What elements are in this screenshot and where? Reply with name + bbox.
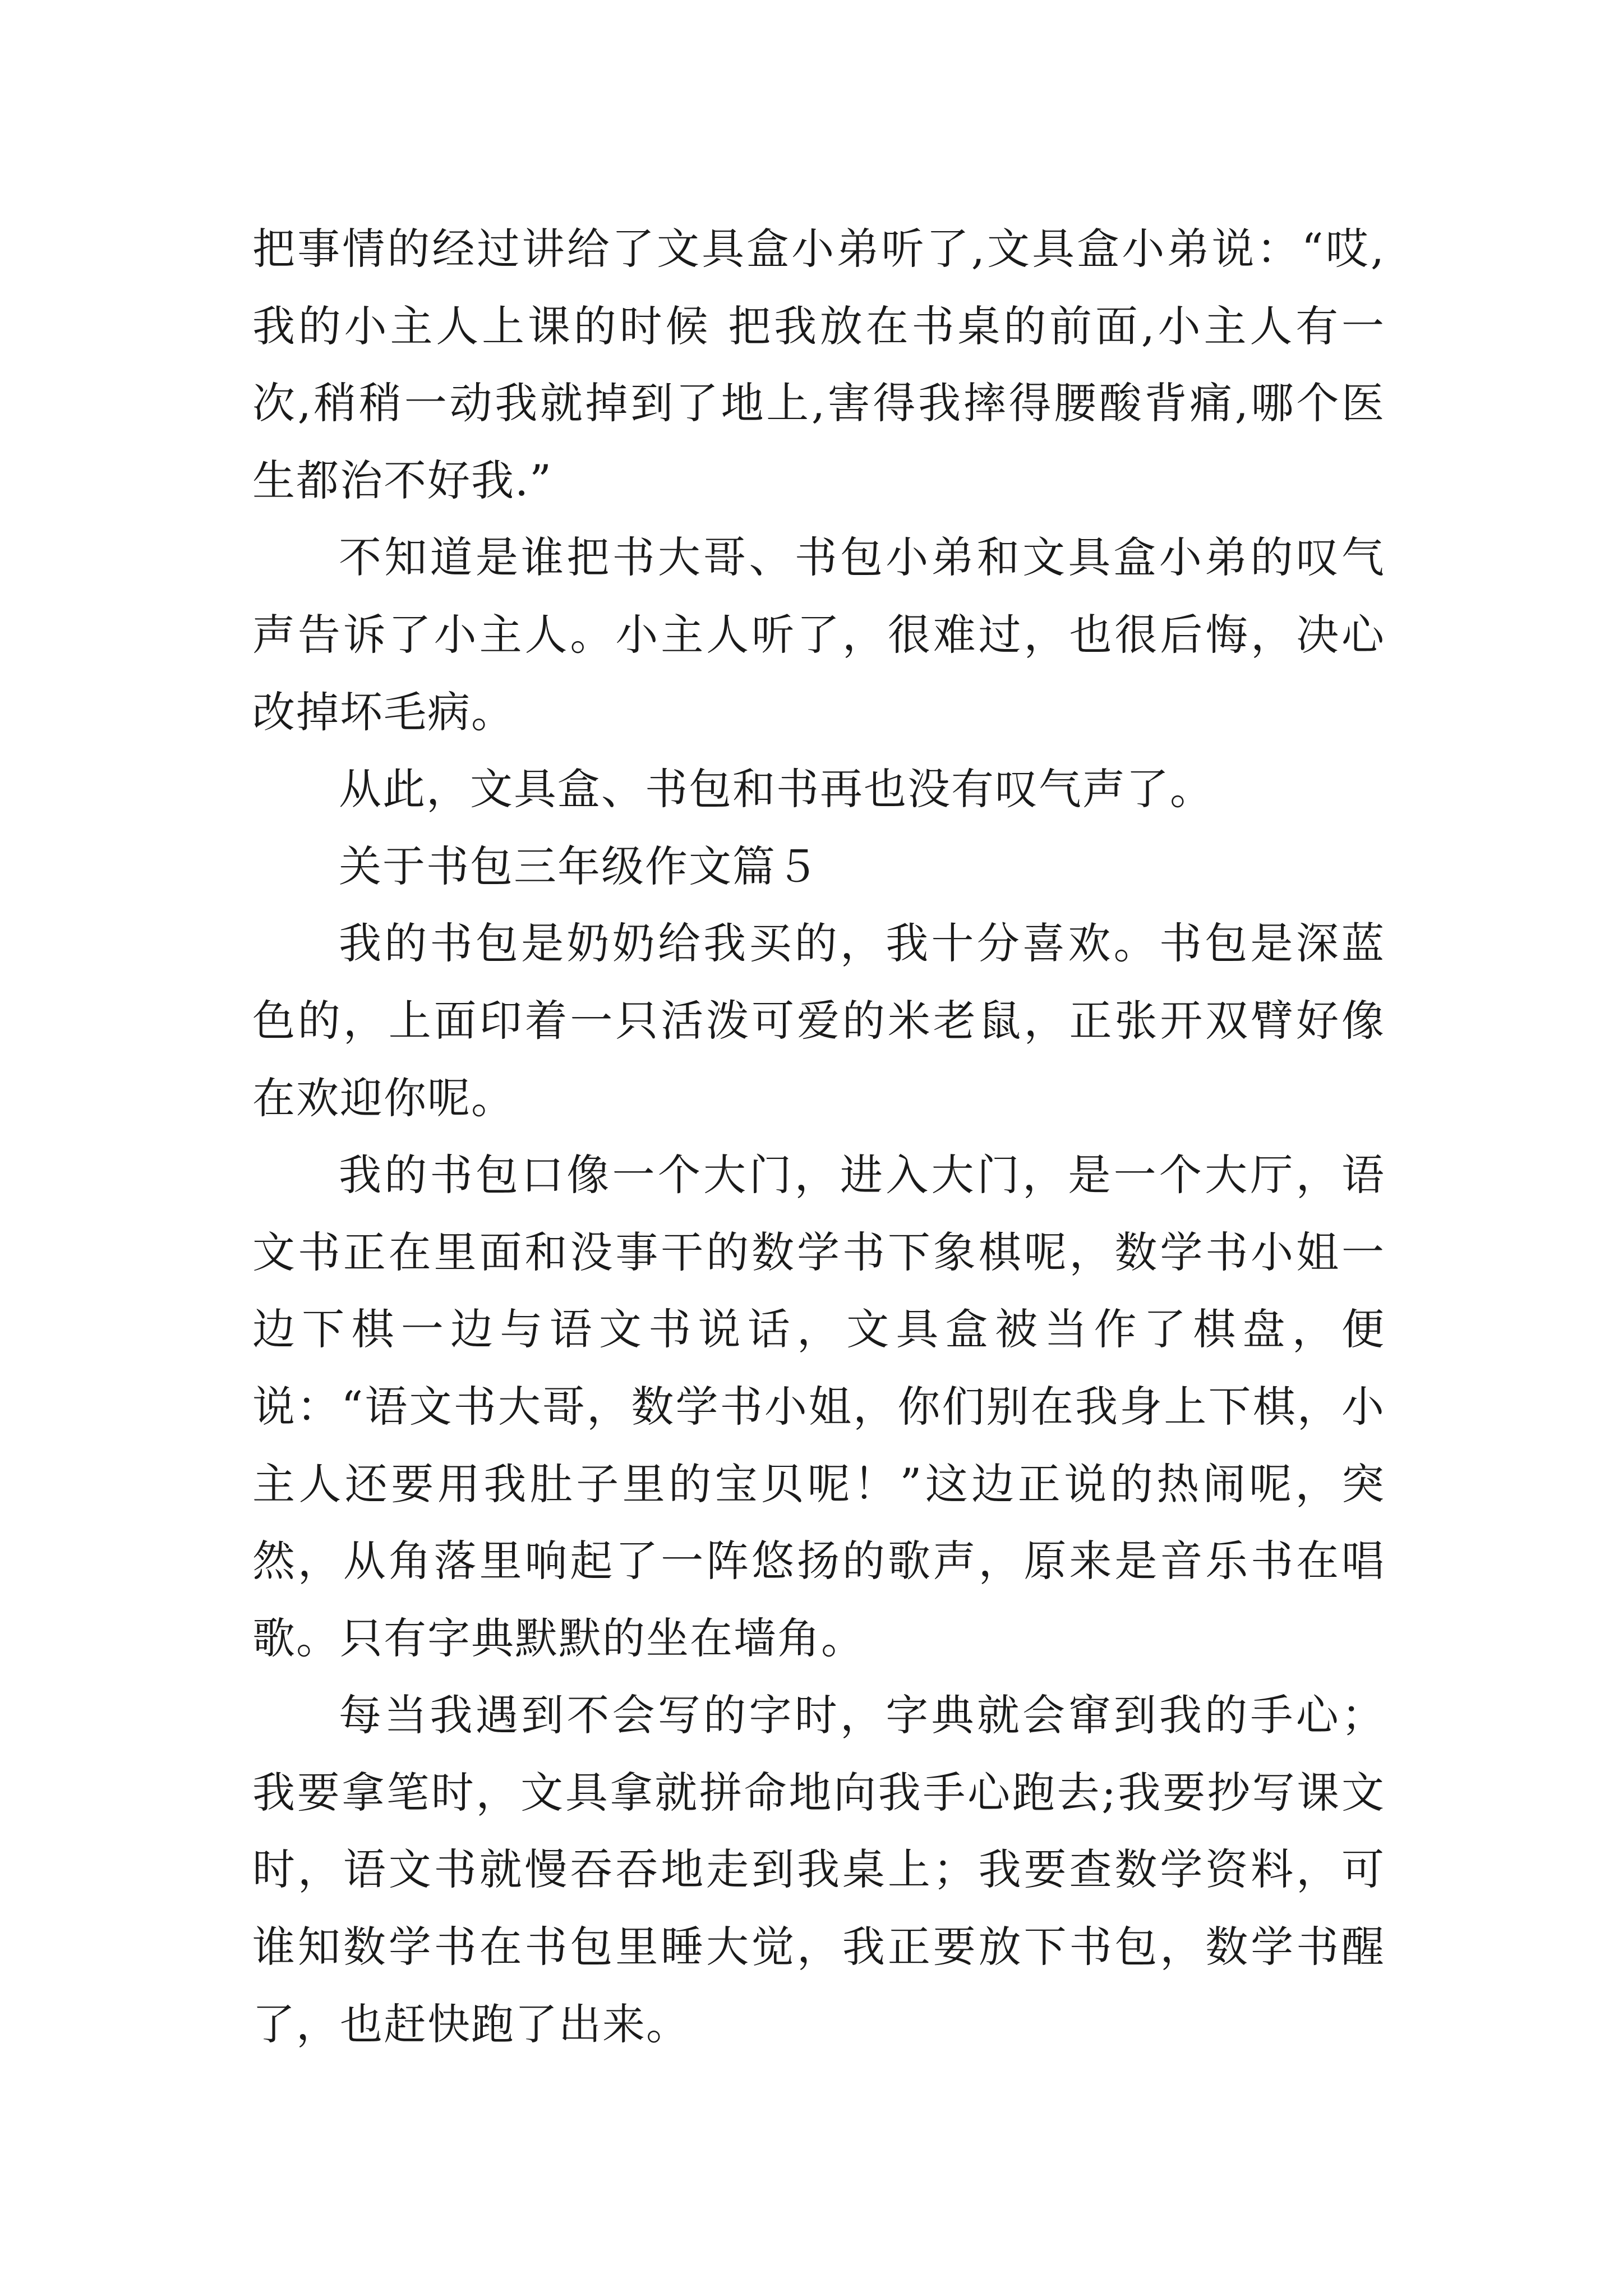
- paragraph-continuation: 把事情的经过讲给了文具盒小弟听了,文具盒小弟说：“哎,我的小主人上课的时候 把我放在书桌的前面,小主人有一次,稍稍一动我就掉到了地上,害得我摔得腰酸背痛,哪个医生都治不好我.”: [252, 224, 1385, 505]
- paragraph: 我的书包口像一个大门，进入大门，是一个大厅，语文书正在里面和没事干的数学书下象棋呢，数学书小姐一边下棋一边与语文书说话，文具盒被当作了棋盘，便说：“语文书大哥，数学书小姐，你们别在我身上下棋，小主人还要用我肚子里的宝贝呢！”这边正说的热闹呢，突然，从角落里响起了一阵悠扬的歌声，原来是音乐书在唱歌。只有字典默默的坐在墙角。: [252, 1150, 1385, 1663]
- document-body: [252, 210, 1385, 2063]
- paragraph: 从此，文具盒、书包和书再也没有叹气声了。: [339, 764, 1214, 815]
- paragraph: 不知道是谁把书大哥、书包小弟和文具盒小弟的叹气声告诉了小主人。小主人听了，很难过，也很后悔，决心改掉坏毛病。: [252, 532, 1385, 737]
- section-heading: 关于书包三年级作文篇５: [339, 841, 820, 891]
- paragraph: 每当我遇到不会写的字时，字典就会窜到我的手心；我要拿笔时，文具拿就拼命地向我手心跑去;我要抄写课文时，语文书就慢吞吞地走到我桌上；我要查数学资料，可谁知数学书在书包里睡大觉，我正要放下书包，数学书醒了，也赶快跑了出来。: [252, 1690, 1385, 2049]
- paragraph: 我的书包是奶奶给我买的，我十分喜欢。书包是深蓝色的，上面印着一只活泼可爱的米老鼠，正张开双臂好像在欢迎你呢。: [252, 918, 1385, 1123]
